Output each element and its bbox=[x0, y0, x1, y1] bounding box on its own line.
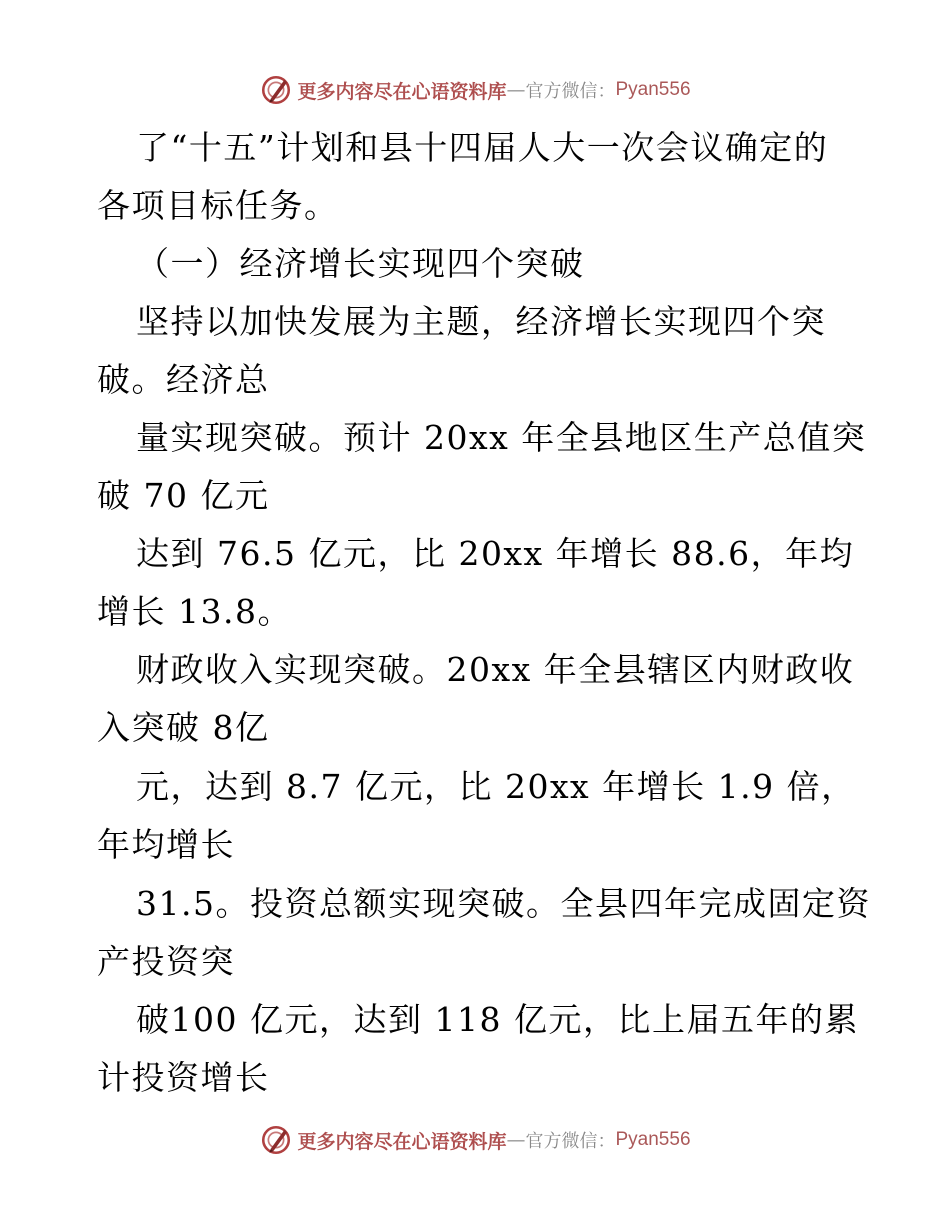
watermark-official-label: 官方微信： bbox=[525, 1131, 616, 1152]
body-line: 量实现突破。预计 20xx 年全县地区生产总值突 bbox=[136, 418, 867, 457]
body-line: 坚持以加快发展为主题，经济增长实现四个突 bbox=[136, 302, 826, 341]
pen-logo-icon bbox=[259, 1123, 293, 1157]
body-line: 增长 13.8。 bbox=[97, 592, 292, 631]
watermark-wechat-id: Pyan556 bbox=[615, 1129, 691, 1150]
section-heading: （一）经济增长实现四个突破 bbox=[136, 244, 585, 283]
body-line: 各项目标任务。 bbox=[97, 186, 339, 225]
body-line: 财政收入实现突破。20xx 年全县辖区内财政收 bbox=[136, 650, 855, 689]
footer-watermark bbox=[0, 1120, 950, 1160]
body-line: 破100 亿元，达到 118 亿元，比上届五年的累 bbox=[136, 1000, 859, 1039]
watermark-brand: 更多内容尽在心语资料库 bbox=[297, 80, 507, 103]
body-line: 31.5。投资总额实现突破。全县四年完成固定资 bbox=[136, 884, 871, 923]
watermark-separator: — bbox=[506, 79, 526, 101]
body-line: 破 70 亿元 bbox=[97, 476, 270, 515]
watermark-separator: — bbox=[506, 1129, 526, 1151]
body-line: 元，达到 8.7 亿元，比 20xx 年增长 1.9 倍， bbox=[136, 767, 856, 806]
body-line: 了“十五”计划和县十四届人大一次会议确定的 bbox=[136, 128, 829, 167]
header-watermark bbox=[0, 70, 950, 110]
body-line: 入突破 8亿 bbox=[97, 708, 270, 747]
body-line: 计投资增长 bbox=[97, 1058, 270, 1097]
body-line: 破。经济总 bbox=[97, 360, 270, 399]
body-line: 达到 76.5 亿元，比 20xx 年增长 88.6，年均 bbox=[136, 534, 855, 573]
watermark-wechat-id: Pyan556 bbox=[615, 79, 691, 100]
body-line: 产投资突 bbox=[97, 942, 235, 981]
watermark-official-label: 官方微信： bbox=[525, 81, 616, 102]
body-line: 年均增长 bbox=[97, 825, 235, 864]
watermark-brand: 更多内容尽在心语资料库 bbox=[297, 1130, 507, 1153]
pen-logo-icon bbox=[259, 73, 293, 107]
